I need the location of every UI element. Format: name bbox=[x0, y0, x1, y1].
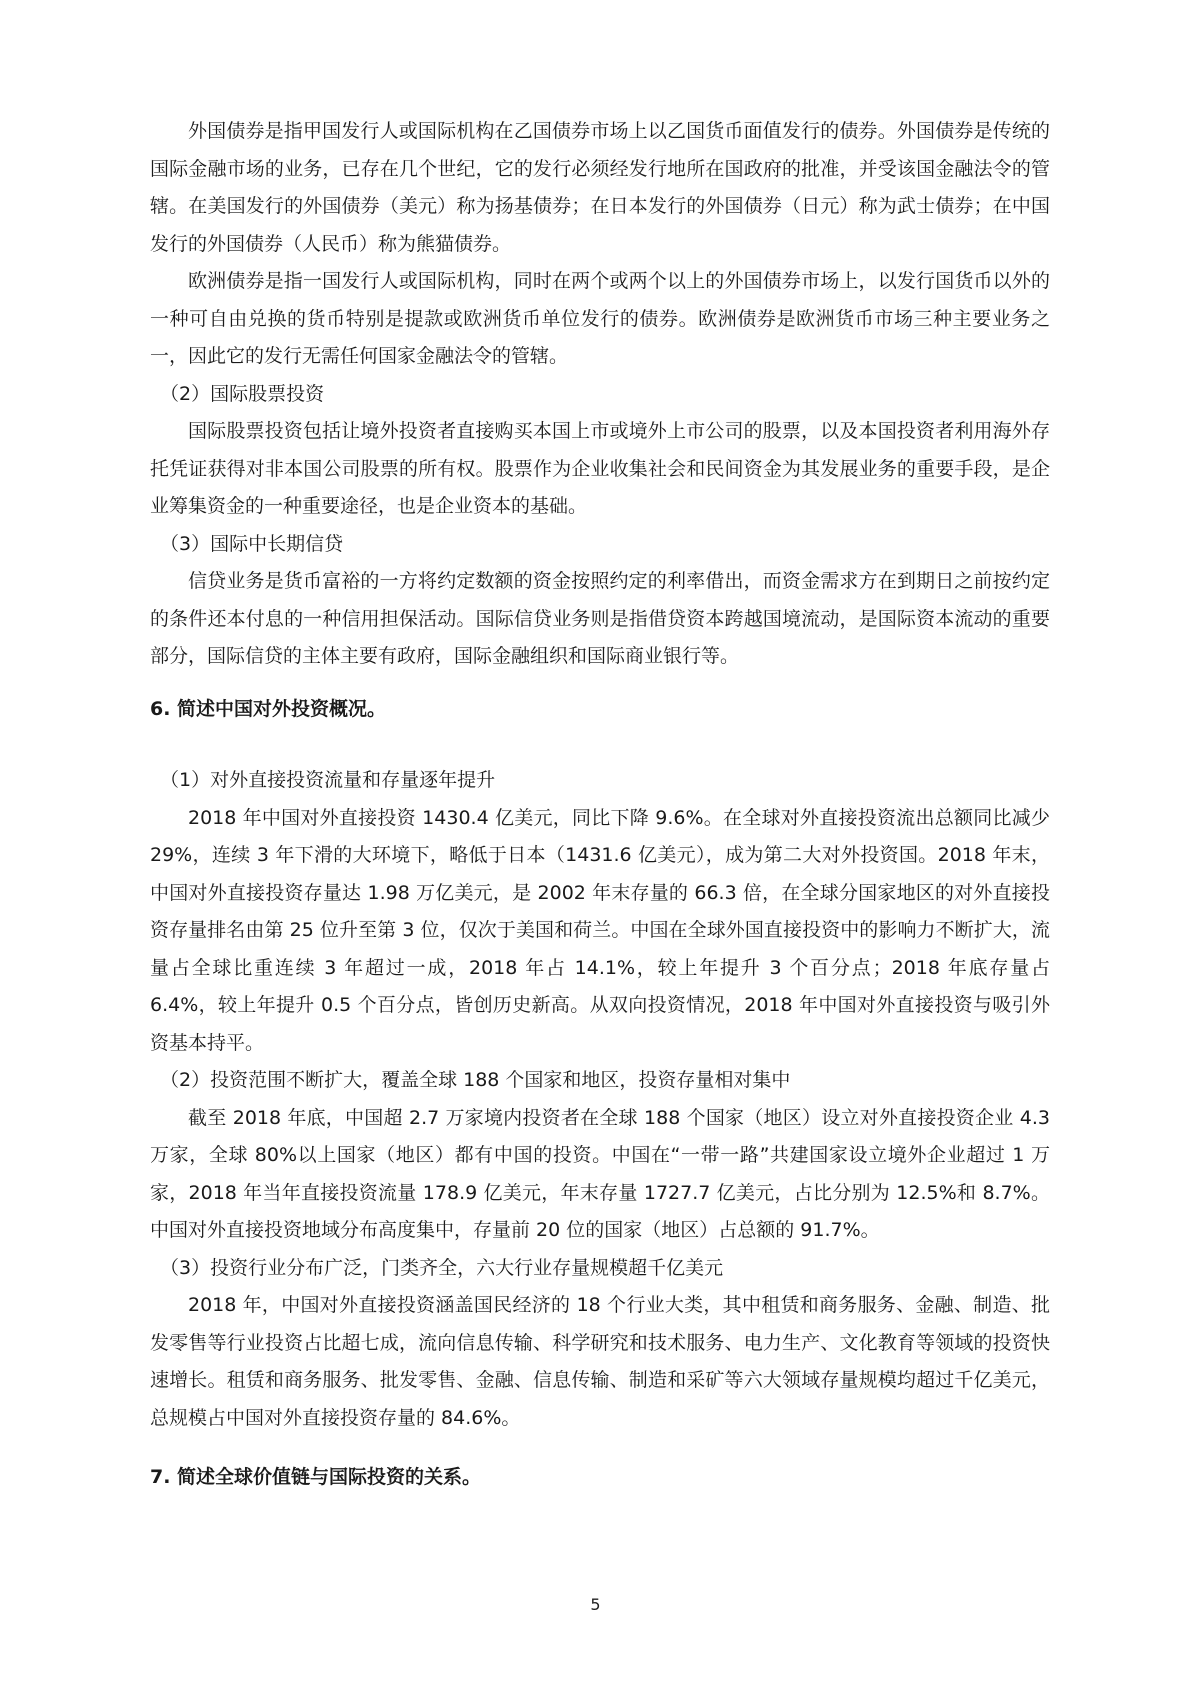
paragraph-stock-investment: 国际股票投资包括让境外投资者直接购买本国上市或境外上市公司的股票，以及本国投资者利用海外存托凭证获得对非本国公司股票的所有权。股票作为企业收集社会和民间资金为其发展业务的重要手段，是企业筹集资金的一种重要途径，也是企业资本的基础。 bbox=[150, 420, 1050, 517]
subheading-international-credit: （3）国际中长期信贷 bbox=[160, 532, 344, 555]
question-heading-6: 6. 简述中国对外投资概况。 bbox=[150, 697, 387, 720]
paragraph-industry-distribution: 2018 年，中国对外直接投资涵盖国民经济的 18 个行业大类，其中租赁和商务服务、金融、制造、批发零售等行业投资占比超七成，流向信息传输、科学研究和技术服务、电力生产、文化教育等领域的投资快速增长。租赁和商务服务、批发零售、金融、信息传输、制造和采矿等六大领域存量规模均超过千亿美元，总规模占中国对外直接投资存量的 84.6%。 bbox=[150, 1294, 1050, 1429]
paragraph-investment-scope: 截至 2018 年底，中国超 2.7 万家境内投资者在全球 188 个国家（地区）设立对外直接投资企业 4.3 万家，全球 80%以上国家（地区）都有中国的投资。中国在“一带一路”共建国家设立境外企业超过 1 万家，2018 年当年直接投资流量 178.9 亿美元，年末存量 1727.7 亿美元，占比分别为 12.5%和 8.7%。中国对外直接投资地域分布高度集中，存量前 20 位的国家（地区）占总额的 91.7%。 bbox=[150, 1106, 1050, 1241]
question-heading-7: 7. 简述全球价值链与国际投资的关系。 bbox=[150, 1466, 482, 1488]
subheading-fdi-flow-stock: （1）对外直接投资流量和存量逐年提升 bbox=[160, 769, 496, 791]
subheading-industry-distribution: （3）投资行业分布广泛，门类齐全，六大行业存量规模超千亿美元 bbox=[160, 1256, 724, 1279]
paragraph-fdi-flow-stock: 2018 年中国对外直接投资 1430.4 亿美元，同比下降 9.6%。在全球对外直接投资流出总额同比减少 29%，连续 3 年下滑的大环境下，略低于日本（1431.6 亿美元），成为第二大对外投资国。2018 年末，中国对外直接投资存量达 1.98 万亿美元，是 2002 年末存量的 66.3 倍，在全球分国家地区的对外直接投资存量排名由第 25 位升至第 3 位，仅次于美国和荷兰。中国在全球外国直接投资中的影响力不断扩大，流量占全球比重连续 3 年超过一成，2018 年占 14.1%，较上年提升 3 个百分点；2018 年底存量占 6.4%，较上年提升 0.5 个百分点，皆创历史新高。从双向投资情况，2018 年中国对外直接投资与吸引外资基本持平。 bbox=[150, 806, 1050, 1054]
subheading-international-stock-investment: （2）国际股票投资 bbox=[160, 382, 325, 405]
subheading-investment-scope: （2）投资范围不断扩大，覆盖全球 188 个国家和地区，投资存量相对集中 bbox=[160, 1069, 791, 1091]
paragraph-foreign-bonds: 外国债券是指甲国发行人或国际机构在乙国债券市场上以乙国货币面值发行的债券。外国债券是传统的国际金融市场的业务，已存在几个世纪，它的发行必须经发行地所在国政府的批准，并受该国金融法令的管辖。在美国发行的外国债券（美元）称为扬基债券；在日本发行的外国债券（日元）称为武士债券；在中国发行的外国债券（人民币）称为熊猫债券。 bbox=[150, 120, 1050, 255]
page-number: 5 bbox=[590, 1595, 601, 1614]
page-body bbox=[150, 113, 1050, 1497]
paragraph-credit: 信贷业务是货币富裕的一方将约定数额的资金按照约定的利率借出，而资金需求方在到期日之前按约定的条件还本付息的一种信用担保活动。国际信贷业务则是指借贷资本跨越国境流动，是国际资本流动的重要部分，国际信贷的主体主要有政府，国际金融组织和国际商业银行等。 bbox=[150, 570, 1050, 667]
paragraph-euro-bonds: 欧洲债券是指一国发行人或国际机构，同时在两个或两个以上的外国债券市场上，以发行国货币以外的一种可自由兑换的货币特别是提款或欧洲货币单位发行的债券。欧洲债券是欧洲货币市场三种主要业务之一，因此它的发行无需任何国家金融法令的管辖。 bbox=[150, 270, 1050, 367]
